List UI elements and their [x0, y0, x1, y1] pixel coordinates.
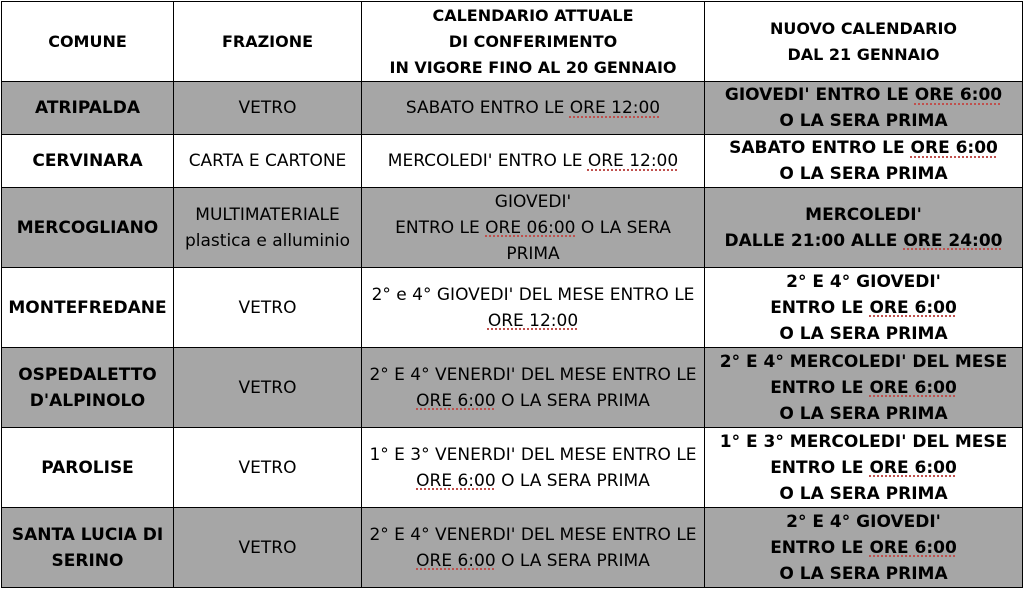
time-text: ORE 6:00: [869, 377, 957, 398]
schedule-text: SABATO ENTRO LE: [729, 138, 911, 158]
schedule-line: [366, 215, 700, 241]
schedule-text: ENTRO LE: [770, 377, 870, 398]
schedule-text: 1° E 3° VENERDI' DEL MESE ENTRO LE: [369, 444, 697, 465]
nuovo-cell: [705, 135, 1023, 188]
schedule-text: PRIMA: [506, 243, 560, 264]
schedule-text: O LA SERA PRIMA: [495, 390, 650, 411]
schedule-text: ENTRO LE: [770, 537, 870, 558]
schedule-text: GIOVEDI' ENTRO LE: [724, 85, 915, 105]
schedule-line: [366, 95, 700, 121]
schedule-text: ENTRO LE: [770, 457, 870, 478]
schedule-line: [366, 442, 700, 468]
schedule-line: [366, 548, 700, 574]
frazione-text: VETRO: [238, 377, 297, 398]
time-text: ORE 12:00: [569, 98, 661, 118]
schedule-line: [709, 561, 1018, 587]
table-row: [2, 268, 1023, 348]
time-text: ORE 6:00: [869, 537, 957, 558]
schedule-text: DALLE 21:00 ALLE: [724, 230, 904, 251]
schedule-line: [709, 401, 1018, 427]
schedule-text: 2° E 4° VENERDI' DEL MESE ENTRO LE: [369, 524, 697, 545]
schedule-text: SABATO ENTRO LE: [405, 98, 570, 118]
frazione-cell: [174, 268, 362, 348]
schedule-text: 2° E 4° VENERDI' DEL MESE ENTRO LE: [369, 364, 697, 385]
nuovo-cell: [705, 188, 1023, 268]
comune-cell: [2, 508, 174, 588]
schedule-text: 2° E 4° GIOVEDI': [786, 511, 941, 532]
nuovo-cell: [705, 428, 1023, 508]
schedule-line: [709, 321, 1018, 347]
header-nuovo-calendario: NUOVO CALENDARIO DAL 21 GENNAIO: [705, 2, 1023, 82]
schedule-line: [709, 108, 1018, 134]
comune-text: D'ALPINOLO: [29, 390, 146, 411]
attuale-cell: [362, 508, 705, 588]
schedule-line: [709, 349, 1018, 375]
attuale-cell: [362, 82, 705, 135]
schedule-text: O LA SERA PRIMA: [495, 470, 650, 491]
comune-cell: [2, 428, 174, 508]
comune-text: PAROLISE: [41, 457, 134, 478]
frazione-text: VETRO: [238, 98, 297, 118]
frazione-text: MULTIMATERIALE: [195, 204, 340, 225]
comune-cell: [2, 348, 174, 428]
comune-cell: [2, 82, 174, 135]
schedule-text: GIOVEDI': [494, 191, 572, 212]
time-text: ORE 6:00: [869, 297, 957, 318]
comune-cell: [2, 188, 174, 268]
table-row: [2, 428, 1023, 508]
frazione-text: VETRO: [238, 457, 297, 478]
comune-text: OSPEDALETTO: [18, 364, 157, 385]
comune-text: ATRIPALDA: [34, 98, 140, 118]
attuale-cell: [362, 428, 705, 508]
schedule-text: O LA SERA PRIMA: [779, 403, 948, 424]
schedule-line: [709, 429, 1018, 455]
table-row: [2, 135, 1023, 188]
header-frazione: FRAZIONE: [174, 2, 362, 82]
schedule-text: MERCOLEDI' ENTRO LE: [387, 151, 588, 171]
schedule-text: O LA SERA PRIMA: [779, 164, 948, 184]
time-text: ORE 6:00: [869, 457, 957, 478]
schedule-line: [709, 82, 1018, 108]
header-comune: COMUNE: [2, 2, 174, 82]
comune-text: CERVINARA: [32, 151, 143, 171]
comune-text: SERINO: [51, 550, 124, 571]
comune-text: MERCOGLIANO: [16, 217, 159, 238]
schedule-line: [709, 269, 1018, 295]
comune-text: MONTEFREDANE: [8, 297, 167, 318]
time-text: ORE 6:00: [416, 470, 496, 491]
nuovo-cell: [705, 268, 1023, 348]
schedule-line: [709, 535, 1018, 561]
schedule-line: [366, 282, 700, 308]
schedule-line: [709, 481, 1018, 507]
frazione-cell: [174, 82, 362, 135]
schedule-line: [366, 241, 700, 267]
schedule-line: [366, 468, 700, 494]
schedule-line: [709, 295, 1018, 321]
schedule-line: [366, 522, 700, 548]
schedule-text: O LA SERA PRIMA: [779, 483, 948, 504]
table-row: [2, 348, 1023, 428]
frazione-text: CARTA E CARTONE: [188, 151, 347, 171]
schedule-line: [366, 189, 700, 215]
comune-cell: [2, 135, 174, 188]
nuovo-cell: [705, 82, 1023, 135]
schedule-text: 2° E 4° GIOVEDI': [786, 271, 941, 292]
frazione-text: VETRO: [238, 537, 297, 558]
frazione-cell: [174, 188, 362, 268]
comune-text: SANTA LUCIA DI: [11, 524, 164, 545]
time-text: ORE 6:00: [416, 550, 496, 571]
schedule-line: [366, 308, 700, 334]
frazione-cell: [174, 508, 362, 588]
schedule-text: ENTRO LE: [770, 297, 870, 318]
schedule-line: [366, 148, 700, 174]
schedule-text: O LA SERA PRIMA: [779, 563, 948, 584]
header-row: [2, 2, 1023, 82]
attuale-cell: [362, 135, 705, 188]
schedule-line: [366, 388, 700, 414]
schedule-text: 2° E 4° MERCOLEDI' DEL MESE: [719, 351, 1008, 372]
schedule-line: [709, 455, 1018, 481]
frazione-text: plastica e alluminio: [184, 230, 351, 251]
schedule-text: O LA SERA PRIMA: [779, 323, 948, 344]
schedule-line: [709, 135, 1018, 161]
frazione-cell: [174, 428, 362, 508]
time-text: ORE 6:00: [914, 85, 1003, 105]
schedule-line: [709, 375, 1018, 401]
schedule-line: [709, 161, 1018, 187]
time-text: ORE 12:00: [587, 151, 679, 171]
nuovo-cell: [705, 348, 1023, 428]
time-text: ORE 24:00: [903, 230, 1003, 251]
frazione-cell: [174, 135, 362, 188]
time-text: ORE 06:00: [485, 217, 576, 238]
schedule-line: [709, 509, 1018, 535]
time-text: ORE 6:00: [910, 138, 998, 158]
schedule-text: O LA SERA: [575, 217, 671, 238]
schedule-line: [366, 362, 700, 388]
table-row: [2, 82, 1023, 135]
schedule-text: 1° E 3° MERCOLEDI' DEL MESE: [719, 431, 1008, 452]
attuale-cell: [362, 188, 705, 268]
schedule-text: 2° e 4° GIOVEDI' DEL MESE ENTRO LE: [371, 284, 695, 305]
attuale-cell: [362, 268, 705, 348]
schedule-text: O LA SERA PRIMA: [495, 550, 650, 571]
attuale-cell: [362, 348, 705, 428]
calendar-table: [1, 1, 1023, 588]
schedule-text: ENTRO LE: [395, 217, 486, 238]
table-row: [2, 188, 1023, 268]
schedule-text: O LA SERA PRIMA: [779, 111, 948, 131]
table-row: [2, 508, 1023, 588]
frazione-cell: [174, 348, 362, 428]
time-text: ORE 6:00: [416, 390, 496, 411]
comune-cell: [2, 268, 174, 348]
schedule-line: [709, 202, 1018, 228]
frazione-text: VETRO: [238, 297, 297, 318]
schedule-text: MERCOLEDI': [805, 204, 922, 225]
nuovo-cell: [705, 508, 1023, 588]
time-text: ORE 12:00: [487, 310, 579, 331]
header-calendario-attuale: CALENDARIO ATTUALE DI CONFERIMENTO IN VIGORE FINO AL 20 GENNAIO: [362, 2, 705, 82]
schedule-line: [709, 228, 1018, 254]
